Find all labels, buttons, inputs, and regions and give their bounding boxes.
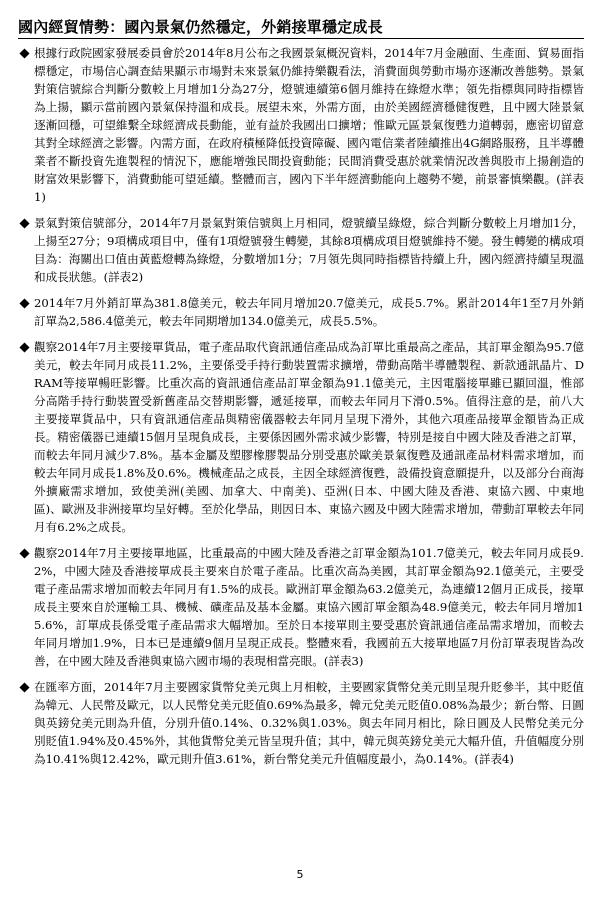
paragraph-text: 景氣對策信號部分，2014年7月景氣對策信號與上月相同，燈號續呈綠燈，綜合判斷分數較上月增加1分，上揚至27分；9項構成項目中，僅有1項燈號發生轉變，其餘8項構成項目燈號維持不變。發生轉變的構成項目為：海關出口值由黃藍燈轉為綠燈，分數增加1分；7月領先與同時指標皆持續上升，國內經濟持續呈現溫和成長狀態。(詳表2) [34, 216, 584, 284]
paragraph-block [18, 678, 584, 768]
diamond-bullet-icon [18, 47, 30, 59]
paragraph-block [18, 338, 584, 536]
diamond-bullet-icon [18, 217, 30, 229]
paragraph-text: 在匯率方面，2014年7月主要國家貨幣兌美元與上月相較，主要國家貨幣兌美元則呈現升貶參半，其中貶值為韓元、人民幣及歐元，以人民幣兌美元貶值0.69%為最多，韓元兌美元貶值0.08%為最少；新台幣、日圓與英鎊兌美元則為升值，分別升值0.14%、0.32%與1.03%。與去年同月相比，除日圓及人民幣兌美元分別貶值1.94%及0.45%外，其他貨幣兌美元皆呈現升值；其中，韓元與英鎊兌美元大幅升值，升值幅度分別為10.41%與12.42%，歐元則升值3.61%，新台幣兌美元升值幅度最小，為0.14%。(詳表4) [34, 680, 584, 766]
diamond-bullet-icon [18, 297, 30, 309]
page-title: 國內經貿情勢：國內景氣仍然穩定，外銷接單穩定成長 [18, 18, 383, 36]
paragraph-text: 觀察2014年7月主要接單貨品，電子產品取代資訊通信產品成為訂單比重最高之產品，其訂單金額為95.7億美元，較去年同月成長11.2%，主要係受手持行動裝置需求擴增，帶動高階半導體製程、新款通訊晶片、DRAM等接單暢旺影響。比重次高的資訊通信產品訂單金額為91.1億美元，主因電腦接單雖已顯回溫，惟部分高階手持行動裝置受新舊產品交替期影響，遞延接單，而較去年同月下滑0.5%。值得注意的是，前八大主要接單貨品中，只有資訊通信產品與精密儀器較去年同月呈現下滑外，其他六項產品接單金額皆為正成長。精密儀器已連續15個月呈現負成長，主要係因國外需求減少影響，特別是接自中國大陸及香港之訂單，而較去年同月減少7.8%。基本金屬及塑膠橡膠製品分別受惠於歐美景氣復甦及通訊產品材料需求增加，而較去年同月成長1.8%及0.6%。機械產品之成長，主因全球經濟復甦，設備投資意願提升，以及部分台商海外擴廠需求增加，致使美洲(美國、加拿大、中南美)、亞洲(日本、中國大陸及香港、東協六國、中東地區)、歐洲及非洲接單均呈好轉。至於化學品，則因日本、東協六國及中國大陸需求增加，帶動訂單較去年同月有6.2%之成長。 [34, 340, 584, 534]
diamond-bullet-icon [18, 547, 30, 559]
paragraph-block [18, 544, 584, 670]
paragraph-block [18, 294, 584, 330]
section-header [18, 18, 584, 38]
paragraph-block [18, 44, 584, 206]
title-underline [18, 38, 584, 39]
diamond-bullet-icon [18, 341, 30, 353]
paragraph-text: 2014年7月外銷訂單為381.8億美元，較去年同月增加20.7億美元，成長5.7%。累計2014年1至7月外銷訂單為2,586.4億美元，較去年同期增加134.0億美元，成長5.5%。 [34, 296, 584, 328]
paragraph-block [18, 214, 584, 286]
page-number: 5 [296, 868, 304, 881]
paragraph-text: 根據行政院國家發展委員會於2014年8月公布之我國景氣概況資料，2014年7月金融面、生產面、貿易面指標穩定，市場信心調查結果顯示市場對未來景氣仍維持樂觀看法，消費面與勞動市場亦逐漸改善態勢。景氣對策信號綜合判斷分數較上月增加1分為27分，燈號連續第6個月維持在綠燈水準；領先指標與同時指標皆為上揚，顯示當前國內景氣保持溫和成長。展望未來，外需方面，由於美國經濟穩健復甦，且中國大陸景氣逐漸回穩，可望維繫全球經濟成長動能，並有益於我國出口擴增；惟歐元區景氣復甦力道轉弱，應密切留意其對全球經濟之影響。內需方面，在政府積極降低投資障礙、國內電信業者陸續推出4G網路服務，且半導體業者不斷投資先進製程的情況下，應能增強民間投資動能；民間消費受惠於就業情況改善與股市上揚創造的財富效果影響下，消費動能可望延續。整體而言，國內下半年經濟動能向上趨勢不變，前景審慎樂觀。(詳表1) [34, 46, 584, 204]
body-content [18, 44, 584, 776]
diamond-bullet-icon [18, 681, 30, 693]
paragraph-text: 觀察2014年7月主要接單地區，比重最高的中國大陸及香港之訂單金額為101.7億美元，較去年同月成長9.2%，中國大陸及香港接單成長主要來自於電子產品。比重次高為美國，其訂單金額為92.1億美元，主要受電子產品需求增加而較去年同月有1.5%的成長。歐洲訂單金額為63.2億美元，為連續12個月正成長，接單成長主要來自於運輸工具、機械、礦產品及基本金屬。東協六國訂單金額為48.9億美元，較去年同月增加15.6%，訂單成長係受電子產品需求大幅增加。至於日本接單則主要受惠於資訊通信產品需求增加，而較去年同月增加1.9%，日本已是連續9個月呈現正成長。整體來看，我國前五大接單地區7月份訂單表現皆為改善，在中國大陸及香港與東協六國市場的表現相當亮眼。(詳表3) [34, 546, 584, 668]
